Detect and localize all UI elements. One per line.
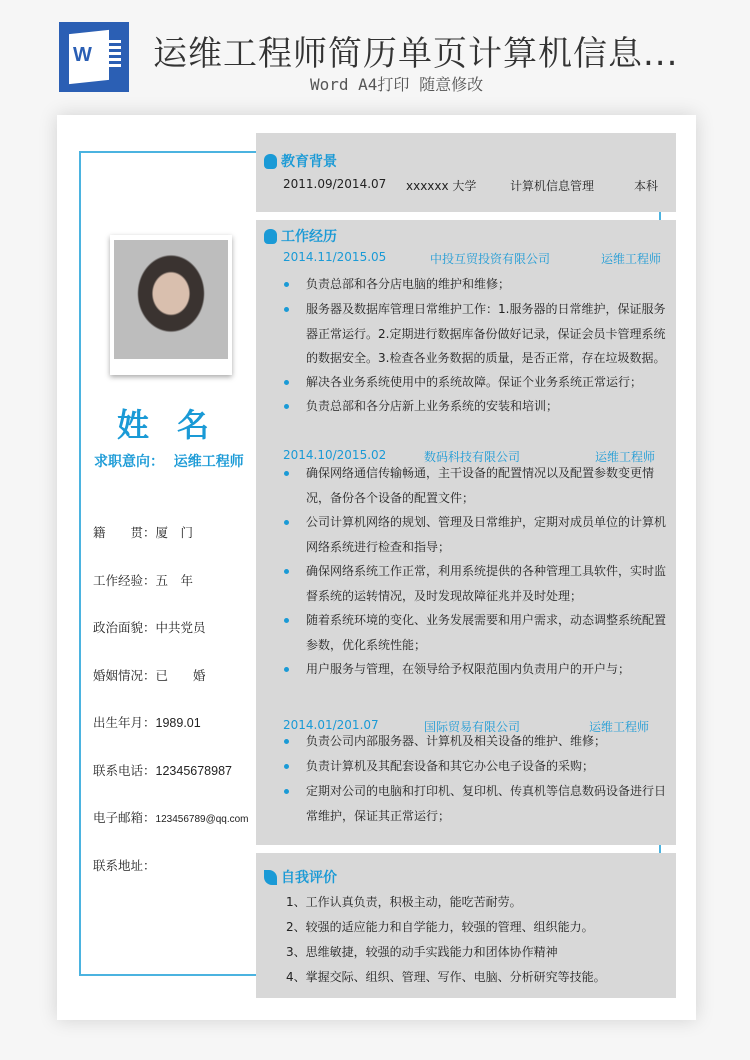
job-duty-item: 负责公司内部服务器、计算机及相关设备的维护、维修； xyxy=(306,729,671,754)
self-evaluation-item: 4、掌握交际、组织、管理、写作、电脑、分析研究等技能。 xyxy=(286,970,606,984)
self-evaluation-item: 2、较强的适应能力和自学能力，较强的管理、组织能力。 xyxy=(286,920,594,934)
job-duty-item: 负责总部和各分店电脑的维护和维修； xyxy=(306,272,671,297)
job-duty-item: 服务器及数据库管理日常维护工作：1.服务器的日常维护，保证服务器正常运行。2.定期进行数据库备份做好记录，保证会员卡管理系统的数据安全。3.检查各业务数据的质量，是否正常，存在垃圾数据。 xyxy=(306,297,671,371)
job-duty-item: 确保网络系统工作正常，利用系统提供的各种管理工具软件，实时监督系统的运转情况，及时发现故障征兆并及时处理； xyxy=(306,559,671,608)
education-section: 教育背景 2011.09/2014.07 xxxxxx 大学 计算机信息管理 本科 xyxy=(256,133,676,212)
job-company: 中投互贸投资有限公司 xyxy=(430,252,551,266)
job-duty-item: 确保网络通信传输畅通，主干设备的配置情况以及配置参数变更情况，备份各个设备的配置文件； xyxy=(306,461,671,510)
info-row: 电子邮箱：123456789@qq.com xyxy=(93,811,249,825)
job-duty-item: 用户服务与管理，在领导给予权限范围内负责用户的开户与； xyxy=(306,657,671,682)
document-title: 运维工程师简历单页计算机信息... xyxy=(153,34,679,74)
info-row: 出生年月：1989.01 xyxy=(93,716,201,730)
info-row: 政治面貌：中共党员 xyxy=(93,621,206,635)
leaf-icon xyxy=(264,870,277,885)
job-duty-item: 随着系统环境的变化、业务发展需要和用户需求，动态调整系统配置参数，优化系统性能； xyxy=(306,608,671,657)
profile-photo xyxy=(110,235,232,375)
graduate-icon xyxy=(264,154,277,169)
job-company: 国际贸易有限公司 xyxy=(424,720,521,734)
mouse-icon xyxy=(264,229,277,244)
job-duty-item: 定期对公司的电脑和打印机、复印机、传真机等信息数码设备进行日常维护，保证其正常运行； xyxy=(306,779,671,828)
job-period: 2014.11/2015.05 xyxy=(283,250,387,264)
info-row: 婚姻情况：已 婚 xyxy=(93,668,206,683)
self-evaluation-section: 自我评价 1、工作认真负责，积极主动，能吃苦耐劳。 2、较强的适应能力和自学能力，较强的管理、组织能力。 3、思维敏捷，较强的动手实践能力和团体协作精神 4、掌握交际、组织、管理、写作、电脑、分析研究等技能。 xyxy=(256,853,676,998)
work-section: 工作经历 2014.11/2015.05 中投互贸投资有限公司 运维工程师 负责总部和各分店电脑的维护和维修； 服务器及数据库管理日常维护工作：1.服务器的日常维护，保证服务器正常运行。2.定期进行数据库备份做好记录，保证会员卡管理系统的数据安全。3.检查各业务数据的质量，是否正常，存在垃圾数据。 解决各业务系统使用中的系统故障。保证个业务系统正常运行； 负责总部和各分店新上业务系统的安装和培训； 2014.10/2015.02 数码科技有限公司 运维工程师 确保网络通信传输畅通，主干设备的配置情况以及配置参数变更情况，备份各个设备的配置文件； 公司计算机网络的规划、管理及日常维护，定期对成员单位的计算机网络系统进行检查和指导； 确保网络系统工作正常，利用系统提供的各种管理工具软件，实时监督系统的运转情况，及时发现故障征兆并及时处理； 随着系统环境的变化、业务发展需要和用户需求，动态调整系统配置参数，优化系统性能； 用户服务与管理，在领导给予权限范围内负责用户的开户与； 2014.01/201.07 国际贸易有限公司 运维工程师 负责公司内部服务器、计算机及相关设备的维护、维修； 负责计算机及其配套设备和其它办公电子设备的采购； 定期对公司的电脑和打印机、复印机、传真机等信息数码设备进行日常维护，保证其正常运行； xyxy=(256,220,676,845)
job-title: 运维工程师 xyxy=(589,720,650,734)
self-evaluation-item: 3、思维敏捷，较强的动手实践能力和团体协作精神 xyxy=(286,945,558,959)
job-intent: 求职意向： 运维工程师 xyxy=(94,454,244,470)
word-logo-icon: W xyxy=(59,22,129,92)
job-duty-item: 负责总部和各分店新上业务系统的安装和培训； xyxy=(306,394,671,419)
info-row: 联系地址： xyxy=(93,858,156,873)
info-row: 联系电话：12345678987 xyxy=(93,763,232,778)
job-duty-item: 公司计算机网络的规划、管理及日常维护，定期对成员单位的计算机网络系统进行检查和指导； xyxy=(306,510,671,559)
document-subtitle: Word A4打印 随意修改 xyxy=(310,75,484,94)
info-row: 籍 贯：厦 门 xyxy=(93,526,194,540)
candidate-name: 姓名 xyxy=(117,406,238,444)
job-period: 2014.01/201.07 xyxy=(283,718,379,732)
job-company: 数码科技有限公司 xyxy=(424,450,521,464)
self-evaluation-item: 1、工作认真负责，积极主动，能吃苦耐劳。 xyxy=(286,895,522,909)
job-title: 运维工程师 xyxy=(601,252,662,266)
job-duty-item: 解决各业务系统使用中的系统故障。保证个业务系统正常运行； xyxy=(306,370,671,395)
info-row: 工作经验：五 年 xyxy=(93,573,194,588)
job-period: 2014.10/2015.02 xyxy=(283,448,387,462)
job-duty-item: 负责计算机及其配套设备和其它办公电子设备的采购； xyxy=(306,754,671,779)
job-title: 运维工程师 xyxy=(595,450,656,464)
